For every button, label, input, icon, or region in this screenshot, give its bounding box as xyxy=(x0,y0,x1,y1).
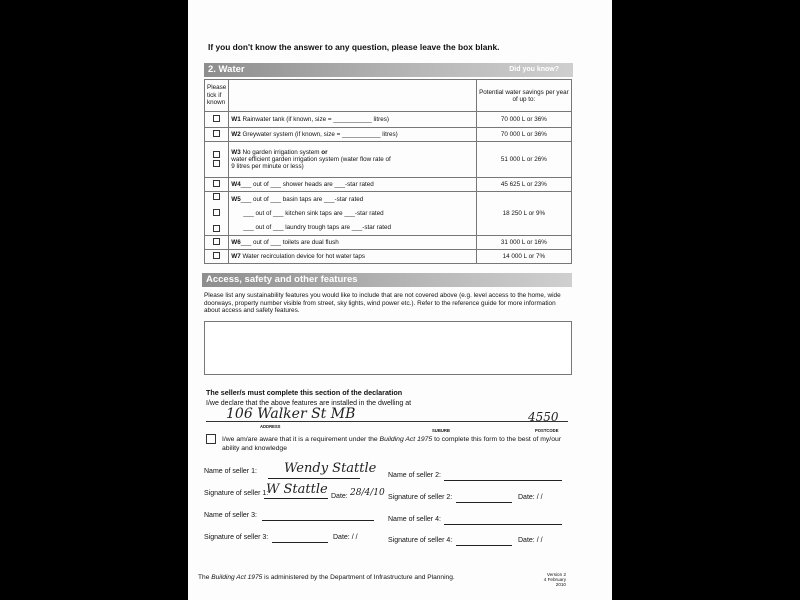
w4-row: W4___ out of ___ shower heads are ___-star rated xyxy=(229,178,477,192)
w4-saving: 45 625 L or 23% xyxy=(476,178,571,192)
seller1-date-label: Date: xyxy=(331,493,348,500)
w1-saving: 70 000 L or 36% xyxy=(476,112,571,128)
seller2-date-label: Date: / / xyxy=(518,494,543,501)
aware-statement: I/we am/are aware that it is a requirement under the Building Act 1975 to complete this form to the best of my/our ability and knowledge xyxy=(222,436,562,452)
w7-checkbox[interactable] xyxy=(213,252,220,259)
address-line xyxy=(206,421,568,422)
seller3-date-label: Date: / / xyxy=(333,534,358,541)
seller3-signature-line[interactable] xyxy=(272,535,328,543)
seller4-signature-label: Signature of seller 4: xyxy=(388,537,453,544)
seller2-signature-line[interactable] xyxy=(456,495,512,503)
seller4-signature-line[interactable] xyxy=(456,538,512,546)
seller3-signature-label: Signature of seller 3: xyxy=(204,534,269,541)
seller1-signature-label: Signature of seller 1: xyxy=(204,490,269,497)
seller4-date-label: Date: / / xyxy=(518,537,543,544)
w5a-checkbox[interactable] xyxy=(213,193,220,200)
water-section-header xyxy=(204,63,573,77)
seller3-name-line[interactable] xyxy=(262,513,374,521)
w5c-checkbox[interactable] xyxy=(213,225,220,232)
w2-checkbox[interactable] xyxy=(213,130,220,137)
access-features-box[interactable] xyxy=(204,321,572,375)
w2-row: W2 Greywater system (if known, size = ___________ litres) xyxy=(229,128,477,142)
declaration-heading: The seller/s must complete this section of the declaration xyxy=(206,388,403,397)
w3-saving: 51 000 L or 26% xyxy=(476,142,571,178)
seller1-signature-value[interactable]: W Stattle xyxy=(266,482,328,497)
seller1-date-value[interactable]: 28/4/10 xyxy=(350,488,385,498)
footer-text: The Building Act 1975 is administered by the Department of Infrastructure and Planning. xyxy=(198,574,455,581)
w3a-checkbox[interactable] xyxy=(213,151,220,158)
aware-checkbox[interactable] xyxy=(206,434,216,444)
postcode-handwriting[interactable]: 4550 xyxy=(528,410,559,424)
form-page xyxy=(188,0,612,600)
tick-column-header: Please tick if known xyxy=(205,80,229,112)
access-section-header xyxy=(202,273,572,287)
w6-checkbox[interactable] xyxy=(213,238,220,245)
w7-row: W7 Water recirculation device for hot water taps xyxy=(229,250,477,264)
w1-row: W1 Rainwater tank (if known, size = ___________ litres) xyxy=(229,112,477,128)
suburb-label: SUBURB xyxy=(432,428,450,433)
seller4-name-line[interactable] xyxy=(444,517,562,525)
did-you-know-label: Did you know? xyxy=(509,66,559,73)
address-handwriting[interactable]: 106 Walker St MB xyxy=(226,406,356,422)
footer-version: Version 2 4 February 2010 xyxy=(543,572,566,587)
seller2-signature-label: Signature of seller 2: xyxy=(388,494,453,501)
w6-saving: 31 000 L or 16% xyxy=(476,236,571,250)
seller1-name-label: Name of seller 1: xyxy=(204,468,257,475)
seller2-name-line[interactable] xyxy=(444,473,562,481)
w4-checkbox[interactable] xyxy=(213,180,220,187)
w5-saving: 18 250 L or 9% xyxy=(476,192,571,236)
access-section-title: Access, safety and other features xyxy=(206,274,358,285)
w5b-checkbox[interactable] xyxy=(213,209,220,216)
access-instructions: Please list any sustainability features you would like to include that are not covered above (e.g. level access to the home, wide doorways, property number visible from street, sky lights, wind power etc.). Refer to the reference guide for more information about access and safety features. xyxy=(204,292,561,315)
seller1-name-value[interactable]: Wendy Stattle xyxy=(284,461,377,476)
w2-saving: 70 000 L or 36% xyxy=(476,128,571,142)
w5-row: W5___ out of ___ basin taps are ___-star rated ___ out of ___ kitchen sink taps are ___-star rated ___ out of ___ laundry trough taps are ___-star rated xyxy=(229,192,477,236)
w3b-checkbox[interactable] xyxy=(213,160,220,167)
water-table xyxy=(204,79,572,264)
instruction-text: If you don't know the answer to any question, please leave the box blank. xyxy=(208,42,500,52)
seller2-name-label: Name of seller 2: xyxy=(388,472,441,479)
w1-checkbox[interactable] xyxy=(213,115,220,122)
address-label: ADDRESS xyxy=(260,424,281,429)
seller3-name-label: Name of seller 3: xyxy=(204,512,257,519)
w6-row: W6___ out of ___ toilets are dual flush xyxy=(229,236,477,250)
savings-column-header: Potential water savings per year of up to: xyxy=(476,80,571,112)
water-section-title: 2. Water xyxy=(208,64,245,75)
postcode-label: POSTCODE xyxy=(535,428,559,433)
seller4-name-label: Name of seller 4: xyxy=(388,516,441,523)
w3-row: W3 No garden irrigation system or water efficient garden irrigation system (water flow rate of 9 litres per minute or less) xyxy=(229,142,477,178)
declaration-statement: I/we declare that the above features are installed in the dwelling at xyxy=(206,400,412,407)
w7-saving: 14 000 L or 7% xyxy=(476,250,571,264)
